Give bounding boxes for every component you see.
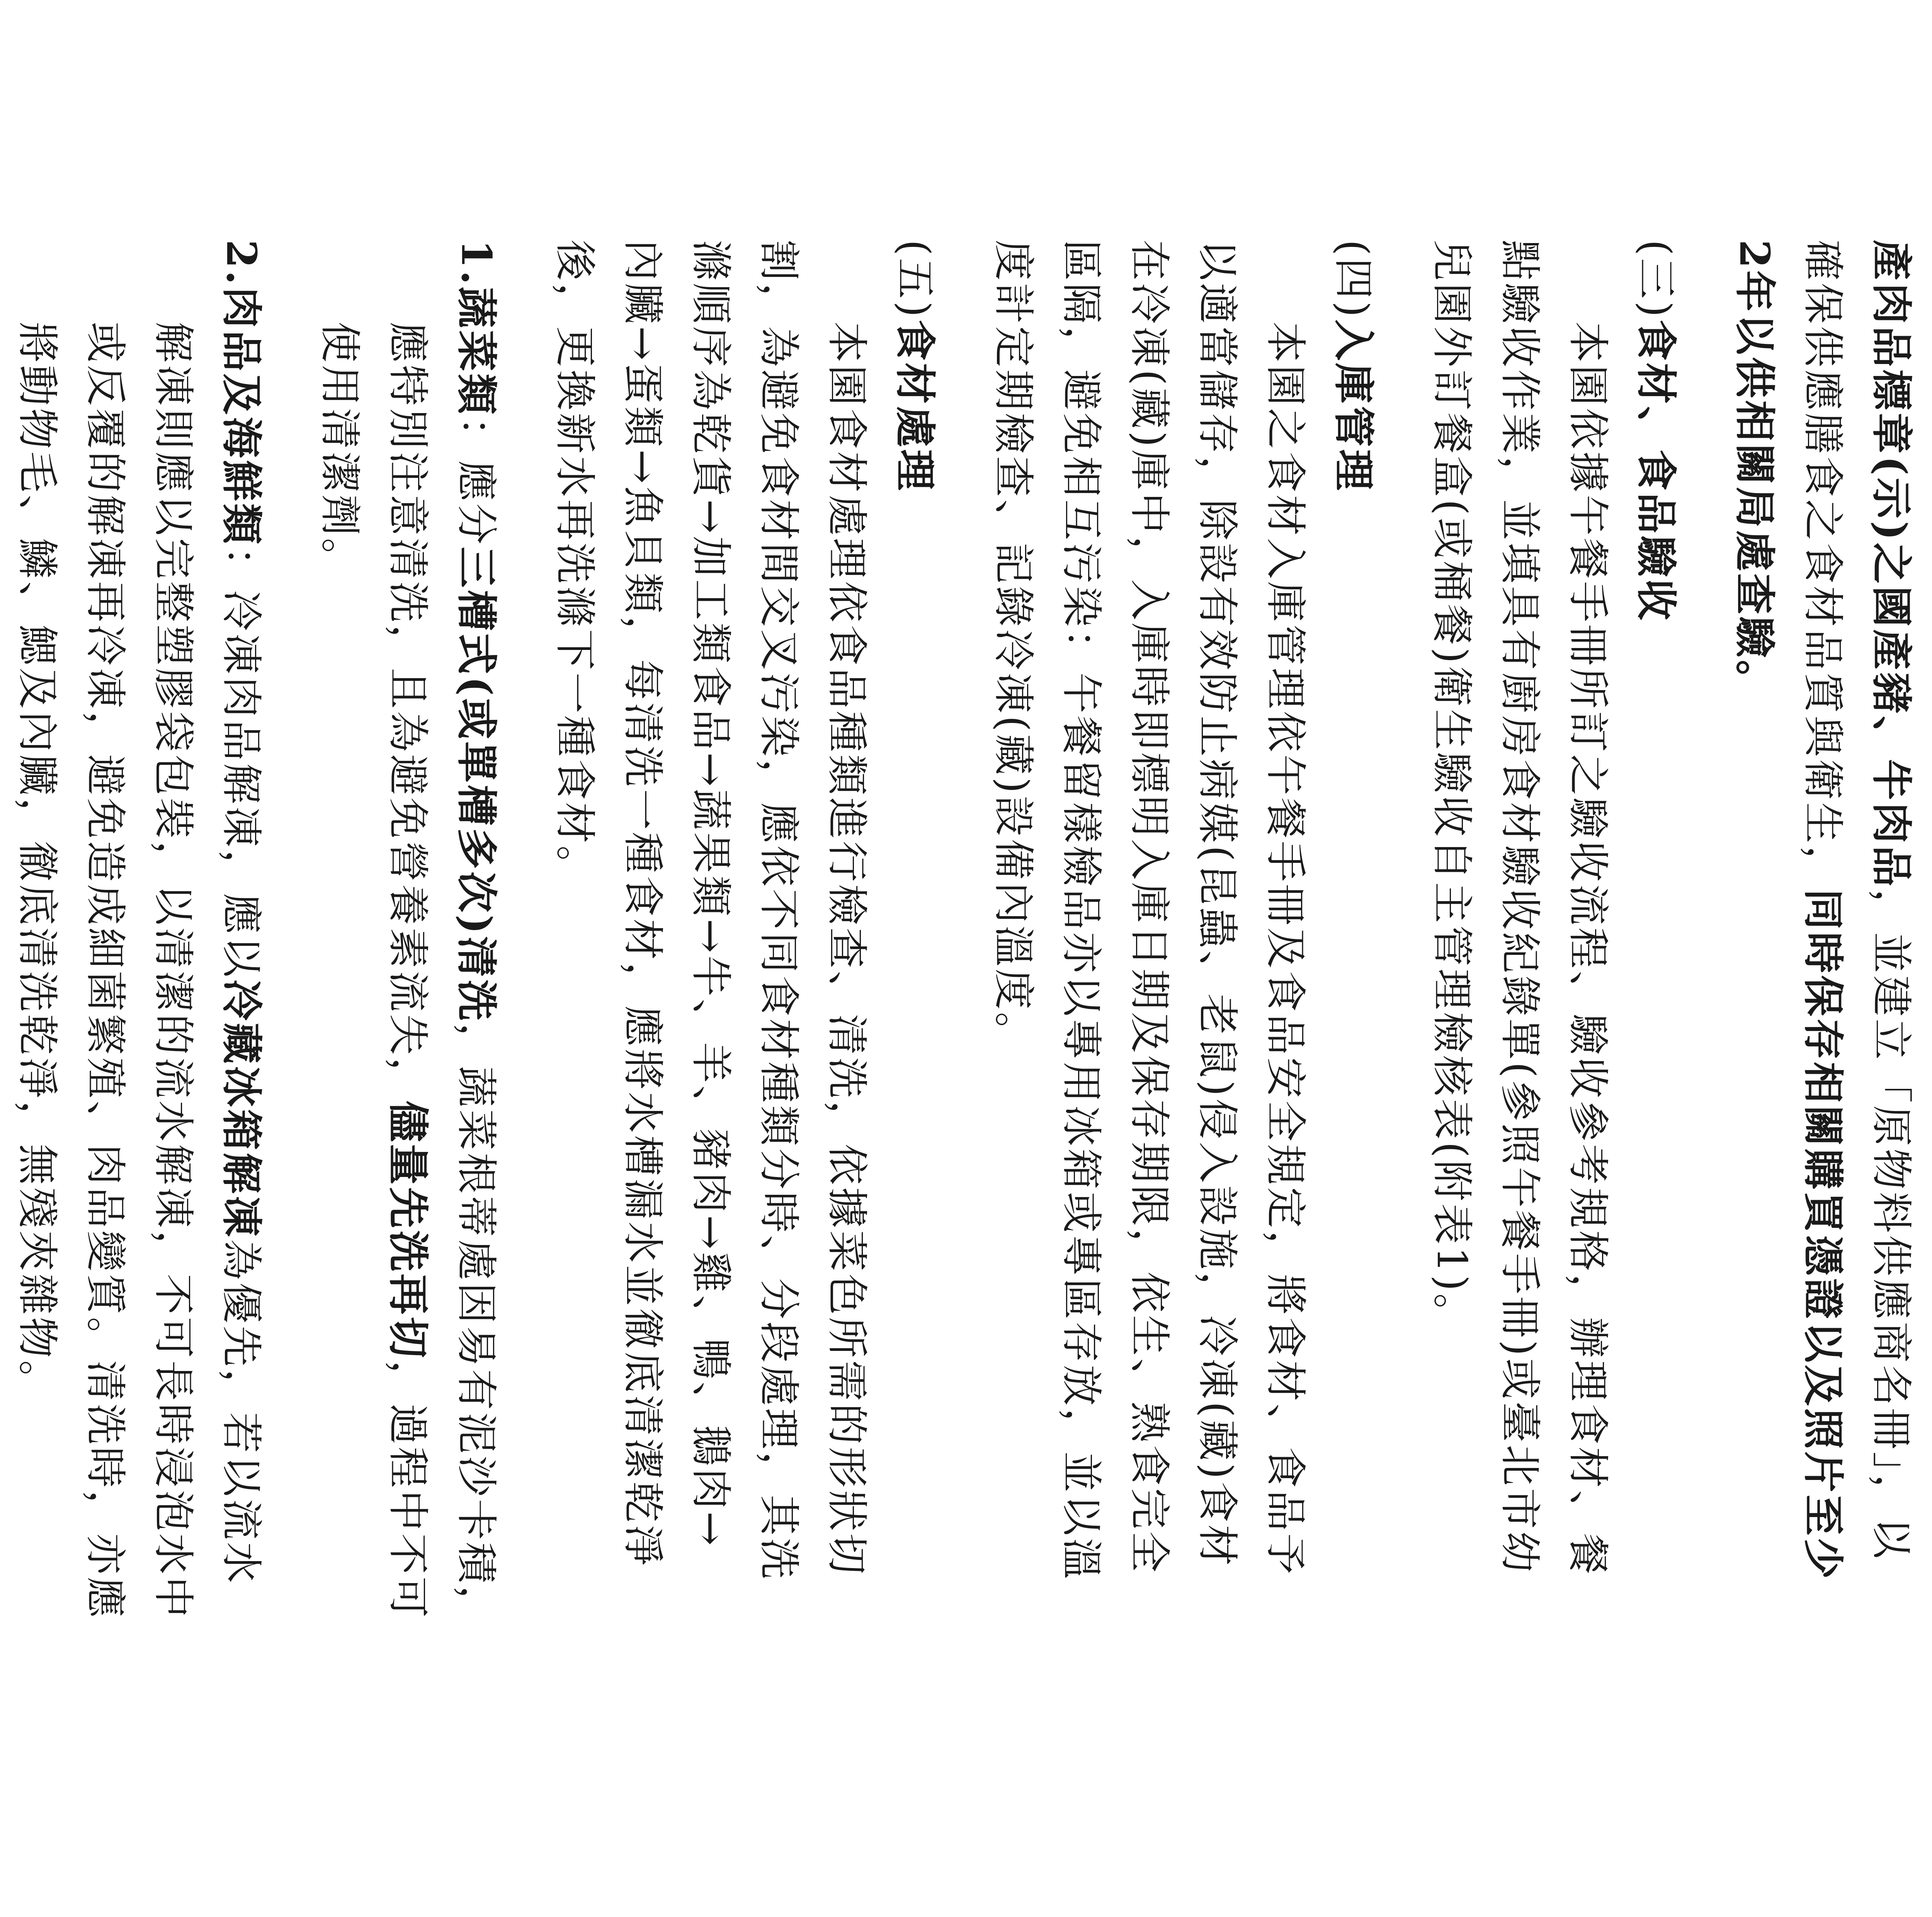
- item-number: 1.: [452, 240, 501, 287]
- text-run: 將動物毛、鱗、鰓及內臟，徹底清洗乾淨，無殘夾雜物。: [14, 321, 61, 1403]
- document-body: [3, 240, 1932, 1731]
- text-run: 度計定期檢查、記錄冷凍(藏)設備內溫度。: [990, 240, 1037, 1055]
- section-title: 食材處理: [891, 319, 939, 493]
- paragraph-line: [1418, 240, 1486, 1731]
- paragraph-line: [1251, 240, 1319, 1731]
- numbered-item-meat-seafood: [207, 240, 276, 1731]
- section-number: (五): [891, 240, 939, 320]
- text-run: 肉品及海鮮類: [218, 287, 266, 547]
- section-title: 入庫管理: [1330, 319, 1378, 493]
- paragraph-line: [677, 240, 745, 1731]
- paragraph-line: [1554, 240, 1622, 1731]
- paragraph-line: [374, 240, 442, 1731]
- section-heading-inspection: [1622, 240, 1690, 1731]
- paragraph-line: [1115, 240, 1183, 1731]
- text-run: 為優先，若以流水: [218, 1239, 265, 1585]
- paragraph-line: [1789, 240, 1857, 1731]
- text-run: ：冷凍肉品解凍，應以: [218, 546, 265, 980]
- section-heading-processing: [881, 240, 949, 1731]
- text-run: 本園食材處理依食品種類進行檢查、清洗，依據菜色所需的形狀切: [823, 321, 871, 1577]
- text-run: 滌順序為乾貨→加工類食品→蔬果類→牛、羊、豬肉→雞、鴨、鵝肉→: [687, 240, 735, 1548]
- text-run: 後，更換新水再洗滌下一種食材。: [551, 240, 599, 889]
- text-run: 冷藏冰箱解凍: [218, 979, 266, 1239]
- paragraph-line: [1720, 240, 1789, 1731]
- paragraph-line: [541, 240, 609, 1731]
- text-run: 或反覆的解凍再冷凍，避免造成細菌繁殖、肉品變質。清洗時，亦應: [82, 321, 129, 1620]
- text-run: 解凍則應以完整塑膠袋包裝，以清潔的流水解凍，不可長時浸泡水中: [150, 321, 197, 1620]
- text-run: 本園依據午餐手冊所訂之驗收流程、驗收參考規格，辦理食材、餐: [1564, 321, 1612, 1577]
- text-run: 以適當儲存，除設有效防止病媒(昆蟲、老鼠)侵入設施，冷凍(藏)食材: [1194, 240, 1241, 1568]
- text-run: 兒園外訂餐盒(或桶餐)衛生驗收自主管理檢核表(附表1)。: [1428, 240, 1476, 1337]
- section-number: (四): [1330, 240, 1377, 320]
- text-run: 同時保存相關購買憑證以及照片至少: [1799, 889, 1847, 1581]
- item-number: 2.: [218, 240, 266, 287]
- text-run: ：應分: [452, 417, 500, 547]
- text-run: ，並建立「原物料供應商名冊」，以: [1867, 889, 1915, 1561]
- paragraph-line: [1486, 240, 1554, 1731]
- paragraph-line: [609, 240, 677, 1731]
- text-run: 蔬菜類: [452, 287, 501, 417]
- text-run: 三槽式(或單槽多次)清洗: [452, 546, 501, 1023]
- section-heading-storage: [1319, 240, 1388, 1731]
- text-run: 應特別注意清洗，且為避免營養素流失，: [384, 321, 432, 1101]
- section-number: (三): [1632, 240, 1680, 320]
- paragraph-line: [3, 240, 71, 1731]
- text-run: 區隔，避免相互污染：午餐留樣檢品亦以專用冰箱或專區存放，並以溫: [1058, 240, 1105, 1581]
- numbered-item-vegetables: [442, 240, 510, 1731]
- paragraph-line: [813, 240, 881, 1731]
- text-run: ，過程中不可: [384, 1360, 432, 1620]
- paragraph-line: [745, 240, 813, 1731]
- paragraph-line: [979, 240, 1047, 1731]
- text-run: 儘量先洗再切: [384, 1101, 432, 1360]
- text-run: 2年以供相關局處查驗。: [1731, 240, 1779, 703]
- text-run: 確保供應膳食之食材品質與衛生，: [1799, 240, 1847, 889]
- paragraph-line: [1857, 240, 1925, 1731]
- paragraph-line: [139, 240, 207, 1731]
- text-run: 點驗收作業，並填具有廚房食材驗收紀錄單(參照午餐手冊)或臺北市幼: [1496, 240, 1544, 1575]
- section-title: 食材、食品驗收: [1632, 319, 1680, 623]
- paragraph-line: [1183, 240, 1251, 1731]
- text-run: 產肉品標章(示)之國產豬、牛肉品: [1867, 240, 1916, 889]
- text-run: 使用清潔劑。: [316, 321, 364, 581]
- text-run: ，蔬菜根蒂處因易有泥沙卡積，: [452, 1022, 500, 1629]
- paragraph-line: [71, 240, 139, 1731]
- paragraph-line: [1047, 240, 1115, 1731]
- text-run: 本園之食材入庫管理依午餐手冊及食品安全規定，將食材、食品予: [1262, 321, 1309, 1577]
- paragraph-line: [1925, 240, 1932, 1731]
- text-run: 在冷凍(藏)庫中，入庫時即標明入庫日期及保存期限，依生、熟食完全: [1126, 240, 1173, 1575]
- text-run: 割，為避免食材間交叉污染，應依不同食材種類分時、分段處理，其洗: [755, 240, 803, 1581]
- text-run: 內臟→蛋類→魚貝類，每清洗一種食材，應將水槽漏水並徹底清潔乾淨: [619, 240, 667, 1568]
- paragraph-line: [306, 240, 374, 1731]
